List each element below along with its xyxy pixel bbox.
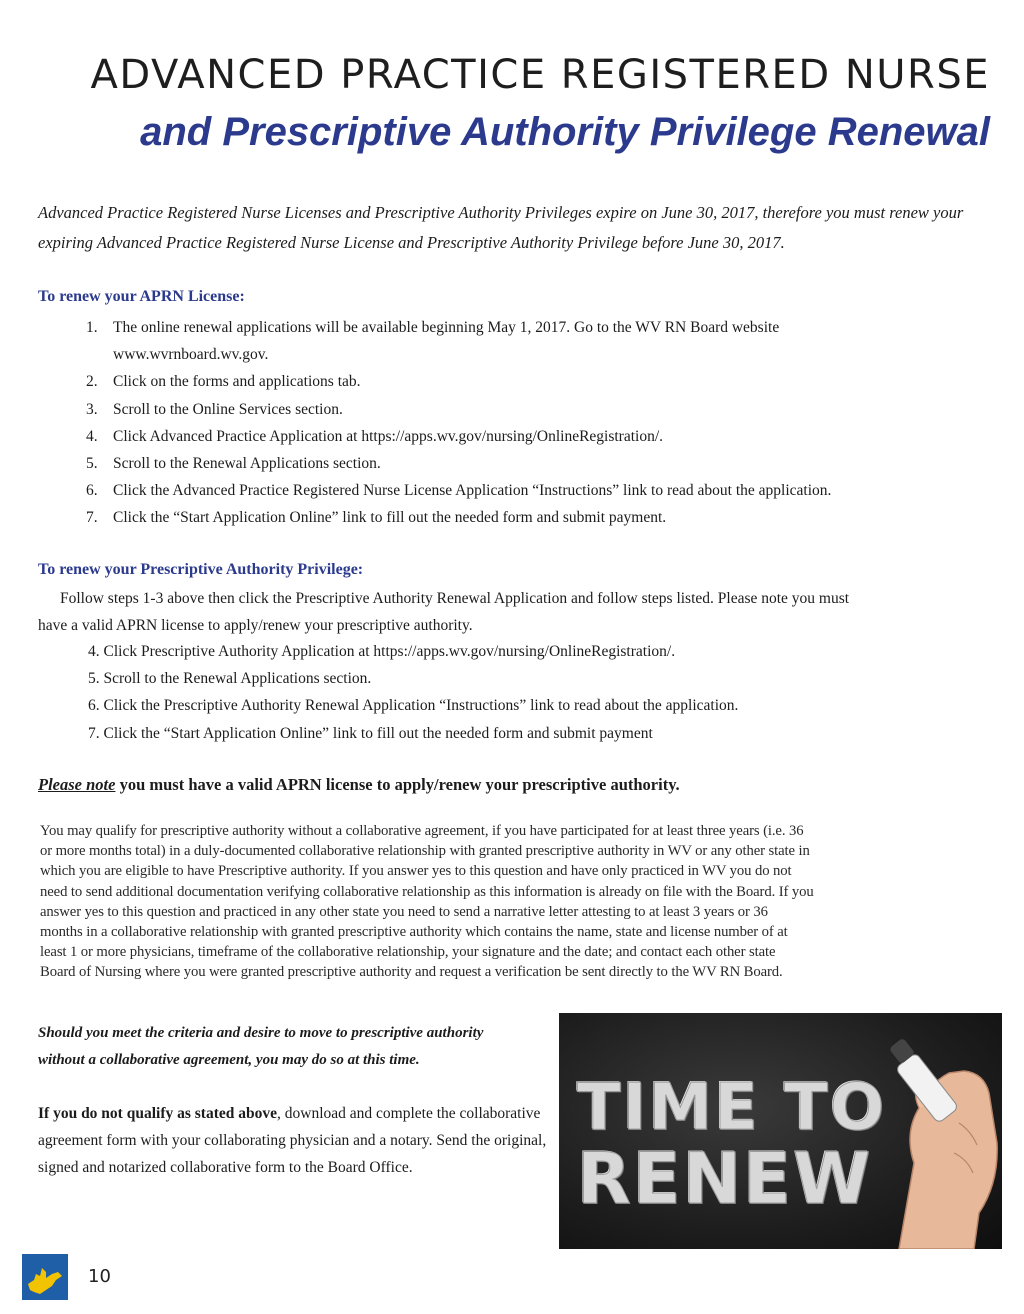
scanned-qualification-text xyxy=(40,821,945,983)
intro-paragraph: Advanced Practice Registered Nurse Licenses and Prescriptive Authority Privileges expire on June 30, 2017, therefore you must renew your expiring Advanced Practice Registered Nurse License and Prescriptive Authority Privilege before June 30, 2017. xyxy=(38,203,964,252)
hand-with-marker-icon xyxy=(859,1013,1002,1249)
list-item xyxy=(86,504,986,531)
list-item xyxy=(86,423,986,450)
page-title: ADVANCED PRACTICE REGISTERED NURSE xyxy=(90,52,990,98)
scanned-line: need to send additional documentation verifying collaborative relationship as this information is already on file with the Board. If you xyxy=(40,883,814,900)
scanned-line: which you are eligible to have Prescriptive authority. If you answer yes to this question and have only practiced in WV you do not xyxy=(40,863,792,880)
prescriptive-intro xyxy=(38,585,988,639)
time-to-renew-image xyxy=(559,1013,1002,1249)
step-text: Click Advanced Practice Application at https://apps.wv.gov/nursing/OnlineRegistration/. xyxy=(113,427,664,445)
please-note-text: you must have a valid APRN license to apply/renew your prescriptive authority. xyxy=(115,775,680,794)
list-item xyxy=(86,314,986,341)
page-number: 10 xyxy=(88,1266,111,1287)
should-you-meet-criteria xyxy=(38,1020,558,1074)
step-number: 7. xyxy=(86,509,98,527)
please-note xyxy=(38,775,680,795)
step-number: 6. xyxy=(86,482,98,500)
chalk-text-line1: TIME TO xyxy=(577,1071,887,1145)
step-number: 4. xyxy=(86,427,98,445)
list-item xyxy=(86,450,986,477)
chalk-text-line2: RENEW xyxy=(577,1138,873,1220)
scanned-line: months in a collaborative relationship with granted prescriptive authority which contains the name, state and license number of at xyxy=(40,924,788,941)
aprn-heading: To renew your APRN License: xyxy=(38,288,245,305)
if-not-qualify-text: , download and complete the collaborative agreement form with your collaborating physician and a notary. Send the original, signed and notarized collaborative form to the Board Office. xyxy=(38,1105,547,1177)
prescriptive-intro-line: Follow steps 1-3 above then click the Prescriptive Authority Renewal Application and follow steps listed. Please note you must xyxy=(60,590,850,607)
list-item xyxy=(86,396,986,423)
step-number: 2. xyxy=(86,373,98,391)
step-number: 1. xyxy=(86,319,98,336)
page-subtitle: and Prescriptive Authority Privilege Renewal xyxy=(140,110,990,154)
step-number: 3. xyxy=(86,400,98,418)
step-text: The online renewal applications will be available beginning May 1, 2017. Go to the WV RN Board website xyxy=(113,319,780,336)
if-not-qualify-lead: If you do not qualify as stated above xyxy=(38,1105,277,1122)
should-line: without a collaborative agreement, you may do so at this time. xyxy=(38,1052,420,1068)
step-text: Click the Advanced Practice Registered Nurse License Application “Instructions” link to read about the application. xyxy=(113,482,832,500)
scanned-line: You may qualify for prescriptive authority without a collaborative agreement, if you have participated for at least three years (i.e. 36 xyxy=(40,823,804,839)
step-text: Scroll to the Renewal Applications section. xyxy=(113,454,381,472)
step-text: Scroll to the Online Services section. xyxy=(113,400,343,418)
step-text: Click on the forms and applications tab. xyxy=(113,373,361,391)
list-item: 6. Click the Prescriptive Authority Renewal Application “Instructions” link to read about the application. xyxy=(88,697,739,715)
scanned-line: or more months total) in a duly-documented collaborative relationship with granted prescriptive authority in WV or any other state in xyxy=(40,843,810,860)
list-item: 7. Click the “Start Application Online” link to fill out the needed form and submit payment xyxy=(88,724,653,742)
prescriptive-intro-line: have a valid APRN license to apply/renew your prescriptive authority. xyxy=(38,617,473,635)
prescriptive-heading: To renew your Prescriptive Authority Privilege: xyxy=(38,561,364,578)
step-text: Click the “Start Application Online” link to fill out the needed form and submit payment. xyxy=(113,509,667,527)
aprn-steps-list xyxy=(86,314,986,532)
scanned-line: Board of Nursing where you were granted prescriptive authority and request a verification be sent directly to the WV RN Board. xyxy=(40,964,783,981)
list-item: 5. Scroll to the Renewal Applications section. xyxy=(88,670,372,688)
wv-logo-icon xyxy=(22,1254,68,1300)
if-not-qualify-paragraph xyxy=(38,1100,558,1182)
scanned-line: least 1 or more physicians, timeframe of the collaborative relationship, your signature and the date; and contact each other state xyxy=(40,944,776,961)
scanned-line: answer yes to this question and practiced in any other state you need to send a narrative letter attesting to at least 3 years or 36 xyxy=(40,903,768,920)
step-number: 5. xyxy=(86,454,98,472)
please-note-lead: Please note xyxy=(38,775,116,794)
list-item-continuation: www.wvrnboard.wv.gov. xyxy=(113,346,269,364)
list-item xyxy=(86,477,986,504)
prescriptive-steps-list xyxy=(88,638,988,747)
list-item xyxy=(86,368,986,395)
list-item: 4. Click Prescriptive Authority Application at https://apps.wv.gov/nursing/OnlineRegistration/. xyxy=(88,643,676,660)
should-line: Should you meet the criteria and desire to move to prescriptive authority xyxy=(38,1025,484,1041)
